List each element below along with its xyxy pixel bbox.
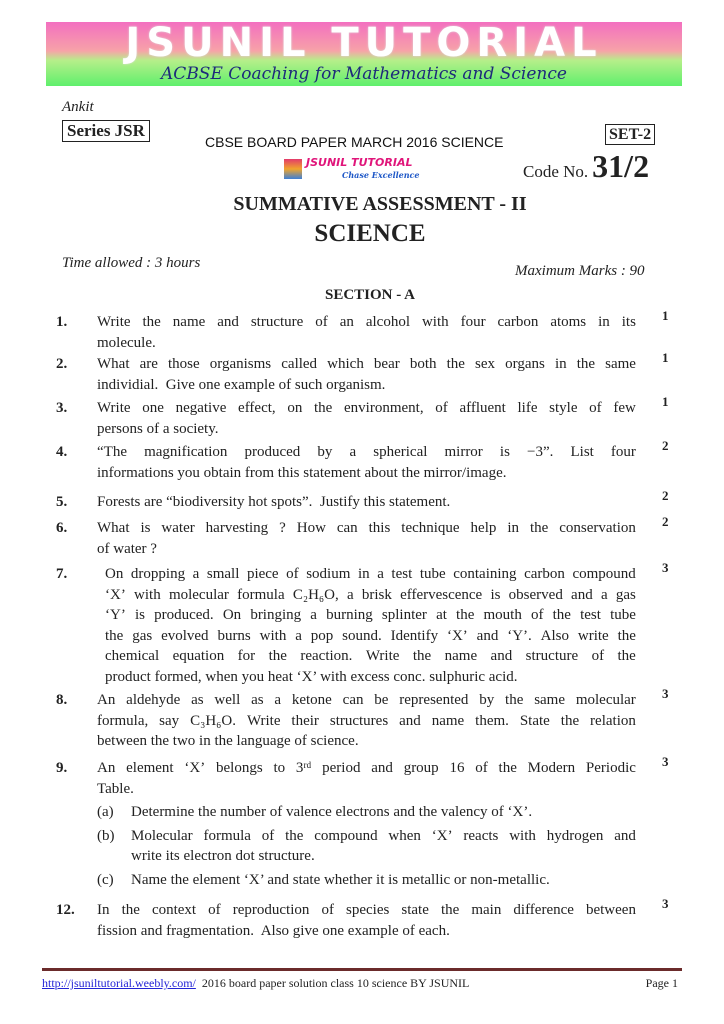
- word: few: [613, 400, 636, 416]
- word: four: [460, 314, 486, 330]
- word: can: [342, 692, 364, 708]
- word: reaction.: [300, 648, 353, 664]
- series-label: Series JSR: [62, 120, 150, 142]
- word: and: [476, 627, 499, 644]
- word: brisk: [361, 586, 392, 603]
- word: one: [142, 400, 164, 416]
- word: ketone: [291, 692, 332, 708]
- word: are: [139, 356, 158, 372]
- word: the: [617, 648, 636, 664]
- question-number: 5.: [56, 494, 68, 510]
- word: the: [142, 314, 161, 330]
- word: the: [505, 692, 524, 708]
- word: mouth: [483, 607, 522, 623]
- word: same: [605, 356, 636, 372]
- question-text: [97, 492, 636, 513]
- question-text: [97, 690, 636, 752]
- word: bringing: [250, 607, 302, 623]
- word: Write: [97, 314, 131, 330]
- word: name: [172, 314, 206, 330]
- word: What: [97, 520, 130, 536]
- word: Write: [365, 648, 400, 664]
- word: with: [421, 314, 449, 330]
- word: Periodic: [585, 760, 636, 776]
- word: the: [412, 648, 432, 664]
- word: species: [346, 902, 390, 918]
- word: the: [121, 902, 140, 918]
- word: Modern: [527, 760, 576, 776]
- word: ‘X’: [431, 827, 453, 844]
- word: difference: [513, 902, 574, 918]
- marks: 1: [662, 350, 669, 365]
- word: containing: [453, 566, 517, 582]
- section-heading: SECTION - A: [324, 287, 416, 303]
- word: of: [530, 607, 544, 623]
- marks: 1: [662, 308, 669, 323]
- question-text: [97, 900, 636, 941]
- word: compound: [314, 827, 378, 844]
- line-text: informations you obtain from this statement about the mirror/image.: [97, 464, 507, 481]
- word: structures: [329, 712, 389, 729]
- word: a: [192, 566, 200, 582]
- word: technique: [401, 520, 460, 536]
- footer-divider: [42, 968, 682, 971]
- word: which: [327, 356, 364, 372]
- word: small: [206, 566, 240, 582]
- word: name: [431, 712, 465, 729]
- subpart: [97, 802, 636, 823]
- word: bear: [373, 356, 400, 372]
- word: the: [105, 627, 124, 644]
- word: C₂H₆O,: [292, 586, 339, 603]
- subpart: [97, 870, 636, 891]
- word: sodium: [306, 566, 351, 582]
- word: the: [268, 648, 287, 664]
- word: molecular: [168, 586, 229, 603]
- word: harvesting: [205, 520, 269, 536]
- line-text: persons of a society.: [97, 420, 219, 437]
- question-line: [97, 442, 636, 463]
- footer-text: 2016 board paper solution class 10 science BY JSUNIL: [201, 976, 470, 990]
- word: Write: [246, 712, 281, 729]
- question-number: 2.: [56, 356, 68, 372]
- marks: 2: [662, 438, 669, 453]
- word: water: [161, 520, 195, 536]
- word: On: [105, 566, 124, 582]
- page-footer: [42, 976, 682, 991]
- footer-link[interactable]: http://jsuniltutorial.weebly.com/: [42, 976, 196, 990]
- word: organisms: [209, 356, 272, 372]
- word: reproduction: [232, 902, 310, 918]
- line-text: individial. Give one example of such organism.: [97, 376, 386, 393]
- logo-title: JSUNIL TUTORIAL: [306, 156, 413, 169]
- paper-title: CBSE BOARD PAPER MARCH 2016 SCIENCE: [205, 134, 504, 150]
- word: with: [134, 586, 161, 603]
- banner-subtitle: ACBSE Coaching for Mathematics and Science: [161, 64, 567, 84]
- word: be: [374, 692, 389, 708]
- word: as: [191, 692, 204, 708]
- word: style: [549, 400, 578, 416]
- word: between: [585, 902, 636, 918]
- question-line: [105, 667, 636, 688]
- word: equation: [172, 648, 225, 664]
- question-line: [105, 605, 636, 626]
- code-value: 31/2: [592, 148, 650, 184]
- marks: 3: [662, 560, 669, 575]
- word: List: [570, 444, 594, 460]
- word: the: [576, 356, 596, 372]
- word: both: [409, 356, 437, 372]
- word: 3ʳᵈ: [295, 760, 312, 776]
- question-line: [97, 539, 636, 560]
- word: of: [286, 566, 299, 582]
- subpart: [97, 826, 636, 867]
- question-line: [97, 711, 636, 732]
- word: On: [222, 607, 242, 623]
- line-text: between the two in the language of science.: [97, 733, 359, 749]
- word: chemical: [105, 648, 160, 664]
- word: of: [475, 760, 488, 776]
- word: of: [315, 314, 328, 330]
- question-text: [97, 518, 636, 559]
- word: on: [287, 400, 303, 416]
- line-text: Forests are “biodiversity hot spots”. Justify this statement.: [97, 494, 451, 510]
- question-number: 3.: [56, 400, 68, 416]
- word: aldehyde: [126, 692, 181, 708]
- header-banner: [46, 22, 682, 86]
- question-line: [131, 802, 636, 823]
- word: gas: [615, 586, 636, 603]
- question-number: 4.: [56, 444, 68, 460]
- word: burns: [217, 627, 251, 644]
- question-line: [97, 333, 636, 354]
- subpart-label: (c): [97, 871, 114, 888]
- question-number: 6.: [56, 520, 68, 536]
- word: in: [554, 356, 567, 372]
- word: well: [214, 692, 241, 708]
- word: formula,: [97, 712, 149, 729]
- word: in: [357, 566, 370, 582]
- word: the: [552, 607, 571, 623]
- word: in: [598, 314, 610, 330]
- word: the: [446, 356, 465, 372]
- word: of: [208, 902, 221, 918]
- word: and: [490, 648, 513, 664]
- question-line: [97, 419, 636, 440]
- question-text: [105, 564, 636, 687]
- word: An: [97, 760, 116, 776]
- word: a: [346, 586, 354, 603]
- marks: 3: [662, 754, 669, 769]
- question-number: 9.: [56, 760, 68, 776]
- word: atoms: [550, 314, 587, 330]
- word: environment,: [344, 400, 424, 416]
- word: tube: [419, 566, 446, 582]
- marks: 2: [662, 488, 669, 503]
- question-line: [105, 626, 636, 647]
- word: and: [571, 586, 593, 603]
- word: and: [371, 760, 393, 776]
- subpart-label: (b): [97, 827, 115, 844]
- word: the: [285, 827, 304, 844]
- question-number: 7.: [56, 566, 68, 582]
- word: the: [617, 627, 636, 644]
- question-text: [97, 758, 636, 890]
- word: and: [399, 712, 421, 729]
- word: splinter: [381, 607, 427, 623]
- marks: 2: [662, 514, 669, 529]
- word: name: [444, 648, 478, 664]
- word: Write: [97, 400, 131, 416]
- word: sound.: [342, 627, 382, 644]
- word: an: [339, 314, 354, 330]
- word: What: [97, 356, 130, 372]
- word: element: [126, 760, 174, 776]
- word: is: [140, 520, 151, 536]
- word: of: [591, 648, 605, 664]
- word: called: [281, 356, 318, 372]
- word: can: [336, 520, 358, 536]
- question-line: [97, 375, 636, 396]
- word: the: [314, 400, 333, 416]
- subject-title: SCIENCE: [314, 220, 426, 247]
- word: write: [577, 627, 609, 644]
- word: ‘Y’: [105, 607, 126, 623]
- word: Identify: [390, 627, 439, 644]
- word: compound: [572, 566, 636, 582]
- word: structure: [250, 314, 304, 330]
- word: pop: [310, 627, 334, 644]
- subpart-label: (a): [97, 804, 114, 820]
- word: State: [519, 712, 550, 729]
- page-number: Page 1: [645, 976, 678, 990]
- word: when: [388, 827, 421, 844]
- word: affluent: [459, 400, 506, 416]
- logo-slogan: Chase Excellence: [342, 170, 420, 180]
- marks: 3: [662, 686, 669, 701]
- word: reacts: [463, 827, 499, 844]
- word: as: [251, 692, 264, 708]
- line-text: fission and fragmentation. Also give one example of each.: [97, 922, 450, 939]
- word: by: [317, 444, 333, 460]
- question-line: [97, 731, 636, 752]
- line-text: Name the element ‘X’ and state whether it is metallic or non-metallic.: [131, 871, 550, 888]
- word: a: [274, 692, 282, 708]
- word: −3”.: [527, 444, 554, 460]
- word: test: [580, 607, 601, 623]
- question-line: [97, 690, 636, 711]
- question-line: [105, 646, 636, 667]
- question-text: [97, 398, 636, 439]
- word: molecular: [575, 692, 636, 708]
- word: carbon: [497, 314, 539, 330]
- word: is: [499, 444, 510, 460]
- question-text: [97, 312, 636, 353]
- word: with: [509, 827, 536, 844]
- word: C₃H₆O.: [190, 712, 236, 729]
- line-text: molecule.: [97, 334, 156, 351]
- word: the: [560, 712, 580, 729]
- word: of: [261, 827, 275, 844]
- word: Also: [540, 627, 569, 644]
- question-line: [97, 921, 636, 942]
- word: a: [377, 566, 384, 582]
- word: hydrogen: [546, 827, 604, 844]
- question-line: [105, 585, 636, 606]
- word: a: [349, 444, 357, 460]
- word: to: [273, 760, 286, 776]
- marks: 3: [662, 896, 669, 911]
- word: of: [589, 400, 602, 416]
- handwritten-note: Ankit: [62, 99, 94, 115]
- word: produced: [244, 444, 301, 460]
- word: of: [435, 400, 448, 416]
- word: the: [456, 607, 475, 623]
- word: by: [479, 692, 495, 708]
- question-text: [97, 442, 636, 483]
- word: its: [621, 314, 636, 330]
- word: with: [259, 627, 287, 644]
- word: produced.: [154, 607, 214, 623]
- question-line: [131, 870, 636, 891]
- word: and: [217, 314, 239, 330]
- word: the: [440, 902, 460, 918]
- books-icon: [284, 159, 302, 179]
- word: of: [321, 902, 334, 918]
- assessment-title: SUMMATIVE ASSESSMENT - II: [233, 193, 527, 215]
- word: in: [507, 520, 519, 536]
- banner-title: JSUNIL TUTORIAL: [125, 20, 603, 66]
- word: negative: [175, 400, 227, 416]
- word: spherical: [373, 444, 428, 460]
- word: the: [498, 760, 517, 776]
- line-text: Table.: [97, 780, 134, 797]
- question-line: [97, 398, 636, 419]
- word: piece: [246, 566, 279, 582]
- word: state: [401, 902, 429, 918]
- line-text: product formed, when you heat ‘X’ with excess conc. sulphuric acid.: [105, 668, 518, 685]
- word: and: [614, 827, 636, 844]
- question-line: [131, 826, 636, 847]
- maximum-marks: Maximum Marks : 90: [515, 263, 645, 279]
- word: formula: [203, 827, 251, 844]
- time-allowed: Time allowed : 3 hours: [62, 255, 201, 271]
- word: ?: [279, 520, 286, 536]
- question-line: [97, 758, 636, 779]
- word: group: [403, 760, 439, 776]
- word: a: [295, 627, 302, 644]
- question-line: [97, 492, 636, 513]
- word: help: [470, 520, 497, 536]
- word: say: [159, 712, 180, 729]
- word: An: [97, 692, 116, 708]
- word: magnification: [144, 444, 228, 460]
- word: In: [97, 902, 110, 918]
- word: context: [151, 902, 197, 918]
- word: same: [534, 692, 566, 708]
- line-text: write its electron dot structure.: [131, 848, 315, 864]
- word: gas: [132, 627, 153, 644]
- word: mirror: [444, 444, 483, 460]
- word: is: [134, 607, 145, 623]
- word: dropping: [130, 566, 186, 582]
- word: tube: [610, 607, 636, 623]
- word: How: [296, 520, 326, 536]
- question-line: [97, 779, 636, 800]
- word: carbon: [524, 566, 565, 582]
- word: conservation: [559, 520, 636, 536]
- word: their: [291, 712, 319, 729]
- question-line: [97, 312, 636, 333]
- word: ‘Y’.: [507, 627, 532, 644]
- word: the: [529, 520, 549, 536]
- word: period: [322, 760, 361, 776]
- question-line: [97, 518, 636, 539]
- jsunil-logo: [282, 157, 427, 181]
- word: for: [237, 648, 256, 664]
- word: test: [391, 566, 413, 582]
- word: life: [517, 400, 538, 416]
- question-text: [97, 354, 636, 395]
- word: evolved: [161, 627, 209, 644]
- set-label: SET-2: [605, 124, 655, 145]
- line-text: of water ?: [97, 540, 157, 557]
- code-label: Code No.: [523, 162, 589, 181]
- word: organs: [505, 356, 545, 372]
- word: belongs: [216, 760, 263, 776]
- word: relation: [590, 712, 636, 729]
- line-text: Determine the number of valence electrons and the valency of ‘X’.: [131, 804, 533, 820]
- word: a: [600, 586, 608, 603]
- word: them.: [475, 712, 509, 729]
- word: ‘X’: [105, 586, 126, 603]
- question-line: [97, 463, 636, 484]
- word: “The: [97, 444, 127, 460]
- word: effect,: [238, 400, 276, 416]
- word: effervescence: [400, 586, 483, 603]
- word: 16: [449, 760, 465, 776]
- question-line: [131, 846, 636, 867]
- word: ‘X’: [446, 627, 468, 644]
- marks: 1: [662, 394, 669, 409]
- word: Molecular: [131, 827, 193, 844]
- word: four: [610, 444, 636, 460]
- word: main: [471, 902, 502, 918]
- word: at: [436, 607, 447, 623]
- word: a: [310, 607, 317, 623]
- question-number: 12.: [56, 902, 75, 918]
- word: formula: [237, 586, 285, 603]
- question-line: [97, 354, 636, 375]
- word: structure: [525, 648, 579, 664]
- word: alcohol: [365, 314, 411, 330]
- question-number: 8.: [56, 692, 68, 708]
- word: is: [490, 586, 501, 603]
- word: represented: [399, 692, 469, 708]
- question-line: [97, 900, 636, 921]
- word: burning: [326, 607, 373, 623]
- word: ‘X’: [184, 760, 206, 776]
- word: this: [368, 520, 391, 536]
- word: sex: [475, 356, 496, 372]
- question-line: [105, 564, 636, 585]
- code-number: [523, 148, 649, 184]
- word: observed: [508, 586, 563, 603]
- word: those: [167, 356, 200, 372]
- question-number: 1.: [56, 314, 68, 330]
